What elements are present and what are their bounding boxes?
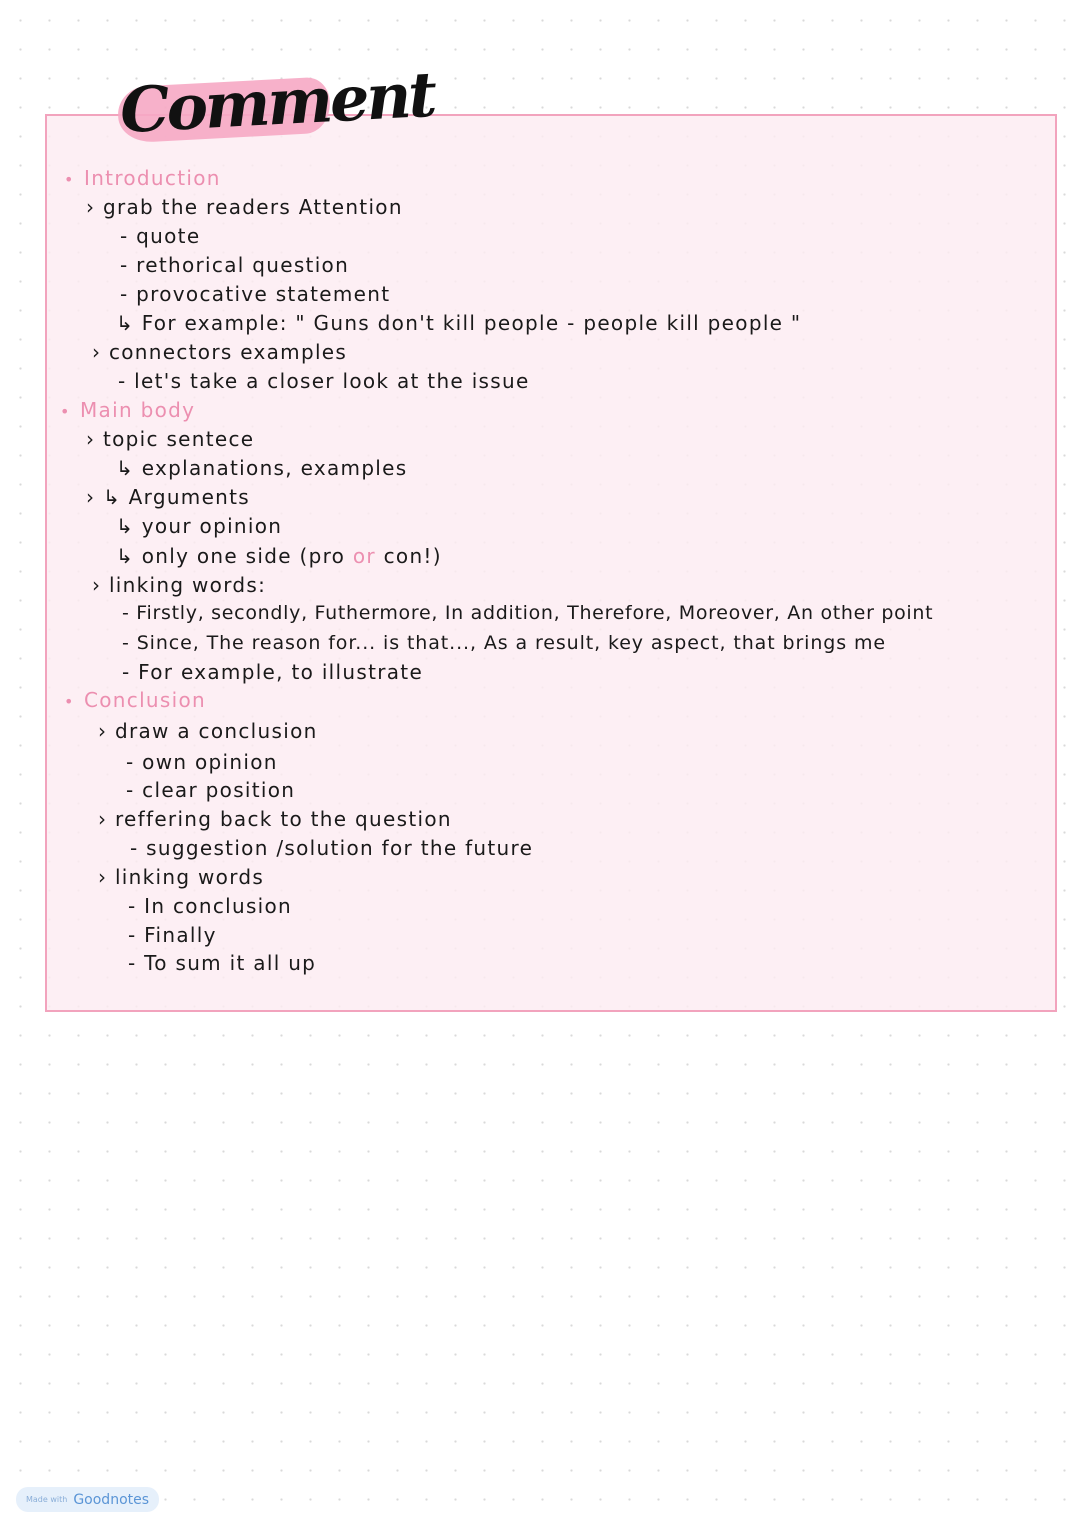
- list-item: ↳ For example: " Guns don't kill people - people kill people ": [116, 311, 802, 335]
- section-heading-main-body: [60, 400, 195, 420]
- text-segment-pink: or: [352, 544, 376, 568]
- goodnotes-badge[interactable]: [16, 1487, 159, 1512]
- list-item: ↳ explanations, examples: [116, 456, 408, 480]
- list-item: - suggestion /solution for the future: [130, 836, 534, 860]
- bullet-dot-icon: •: [64, 170, 75, 189]
- heading-text: Conclusion: [84, 688, 206, 712]
- text-segment: con!): [383, 544, 442, 568]
- title-text: Comment: [118, 57, 436, 148]
- list-item: - provocative statement: [120, 282, 391, 306]
- list-item: › linking words:: [92, 573, 267, 597]
- heading-text: Main body: [80, 398, 196, 422]
- list-item: › grab the readers Attention: [86, 195, 403, 219]
- bullet-dot-icon: •: [64, 692, 75, 711]
- list-item: - own opinion: [126, 750, 278, 774]
- list-item: - quote: [120, 224, 201, 248]
- list-item: › topic sentece: [86, 427, 255, 451]
- list-item: - Firstly, secondly, Futhermore, In addition, Therefore, Moreover, An other point: [122, 602, 934, 624]
- list-item: - let's take a closer look at the issue: [118, 369, 530, 393]
- list-item: - rethorical question: [120, 253, 350, 277]
- heading-text: Introduction: [84, 166, 221, 190]
- list-item-pro-or-con: [116, 546, 442, 566]
- list-item: - Finally: [128, 923, 217, 947]
- list-item: › reffering back to the question: [98, 807, 452, 831]
- text-segment: ↳ only one side (pro: [116, 544, 346, 568]
- made-with-label: Made with: [26, 1495, 68, 1504]
- list-item: - In conclusion: [128, 894, 293, 918]
- list-item: › connectors examples: [92, 340, 348, 364]
- list-item: › draw a conclusion: [98, 719, 318, 743]
- list-item: - To sum it all up: [128, 951, 317, 975]
- section-heading-introduction: [64, 168, 221, 188]
- list-item: ↳ your opinion: [116, 514, 283, 538]
- list-item: - clear position: [126, 778, 296, 802]
- list-item: - Since, The reason for... is that..., As a result, key aspect, that brings me: [122, 632, 886, 654]
- list-item: › linking words: [98, 865, 265, 889]
- bullet-dot-icon: •: [60, 402, 71, 421]
- list-item: - For example, to illustrate: [122, 660, 424, 684]
- section-heading-conclusion: [64, 690, 206, 710]
- list-item: › ↳ Arguments: [86, 485, 251, 509]
- brand-label: Goodnotes: [73, 1491, 150, 1508]
- page-title: [112, 57, 436, 152]
